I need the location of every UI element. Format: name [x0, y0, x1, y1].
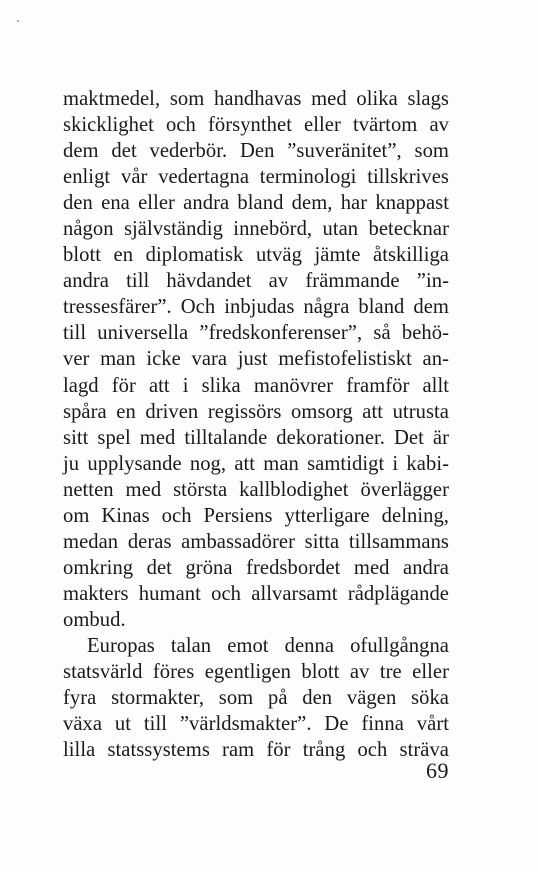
text-line: till universella ”fredskonferenser”, så behö-: [63, 322, 449, 345]
body-text: [63, 86, 449, 763]
text-line: ju upplysande nog, att man samtidigt i kabi-: [63, 452, 449, 475]
text-line: lilla statssystems ram för trång och sträva: [63, 739, 449, 762]
text-line: ver man icke vara just mefistofelistiskt an-: [63, 348, 449, 371]
text-line: någon självständig innebörd, utan betecknar: [63, 218, 449, 241]
text-line: sitt spel med tilltalande dekorationer. Det är: [63, 426, 449, 449]
text-line: om Kinas och Persiens ytterligare delning,: [63, 504, 449, 527]
text-line: maktmedel, som handhavas med olika slags: [63, 88, 449, 110]
page-number: 69: [426, 758, 449, 783]
text-line: enligt vår vedertagna terminologi tillskrives: [63, 166, 449, 189]
text-line: netten med största kallblodighet överlägger: [63, 478, 449, 501]
text-line: makters humant och allvarsamt rådplägande: [63, 582, 449, 605]
text-line: statsvärld föres egentligen blott av tre eller: [63, 661, 449, 684]
text-line: spåra en driven regissörs omsorg att utrusta: [63, 400, 449, 423]
text-line: dem det vederbör. Den ”suveränitet”, som: [63, 140, 449, 163]
text-line: tressesfärer”. Och inbjudas några bland dem: [63, 296, 449, 319]
text-line: skicklighet och försynthet eller tvärtom av: [63, 114, 449, 137]
paper-speck: [17, 20, 19, 22]
text-line: andra till hävdandet av främmande ”in-: [63, 270, 449, 293]
text-line: blott en diplomatisk utväg jämte åtskilliga: [63, 244, 449, 267]
text-line: den ena eller andra bland dem, har knappast: [63, 192, 449, 215]
paragraph-end-line: ombud.: [63, 608, 126, 631]
paragraph-first-line: Europas talan emot denna ofullgångna: [87, 634, 449, 657]
text-line: växa ut till ”världsmakter”. De finna vårt: [63, 713, 449, 736]
text-line: omkring det gröna fredsbordet med andra: [63, 556, 449, 579]
text-line: lagd för att i slika manövrer framför allt: [63, 374, 449, 397]
text-line: medan deras ambassadörer sitta tillsammans: [63, 530, 449, 553]
text-line: fyra stormakter, som på den vägen söka: [63, 687, 449, 710]
